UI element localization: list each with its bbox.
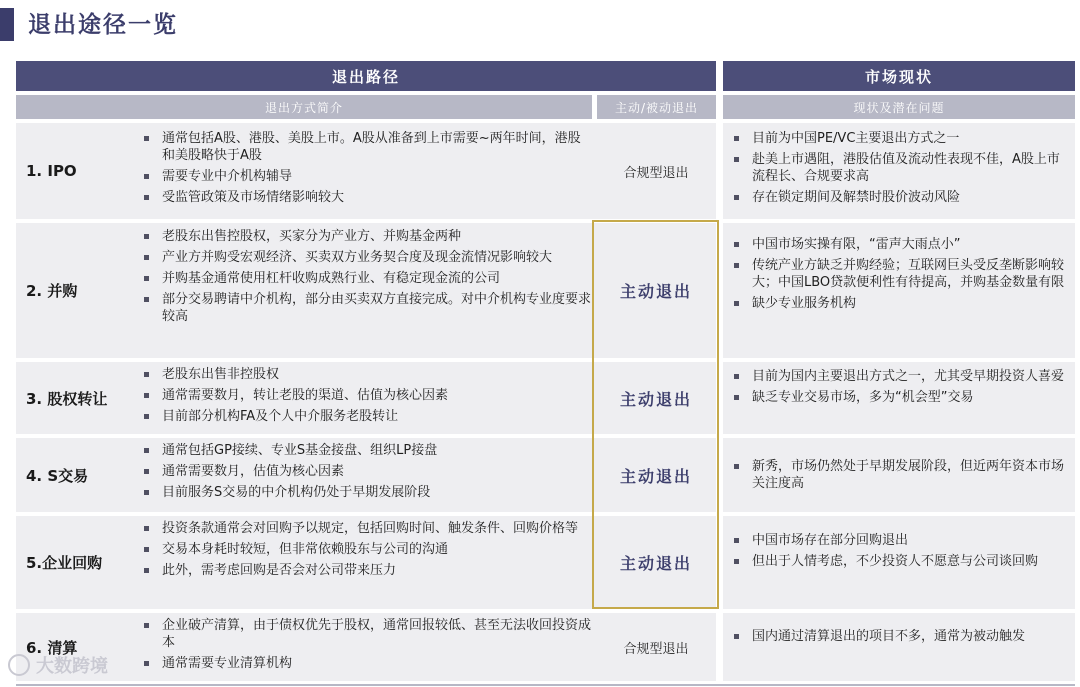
list-item: 投资条款通常会对回购予以规定，包括回购时间、触发条件、回购价格等 xyxy=(140,520,592,537)
list-item: 此外，需考虑回购是否会对公司带来压力 xyxy=(140,562,592,579)
subheader-mode: 主动/被动退出 xyxy=(597,95,716,119)
list-item: 老股东出售非控股权 xyxy=(140,366,592,383)
row-buyback-bullets xyxy=(140,520,592,583)
list-item: 需要专业中介机构辅导 xyxy=(140,168,592,185)
row-ma-status xyxy=(730,236,1070,316)
watermark-logo-icon xyxy=(8,654,30,676)
list-item: 赴美上市遇阻，港股估值及流动性表现不佳，A股上市流程长、合规要求高 xyxy=(730,151,1070,185)
row-liquidation-status xyxy=(730,628,1070,649)
bottom-divider xyxy=(16,684,1075,686)
list-item: 通常需要专业清算机构 xyxy=(140,655,592,672)
row-s-mode: 主动退出 xyxy=(619,466,692,486)
row-label-liquidation: 6. 清算 xyxy=(26,638,78,657)
row-ipo-status xyxy=(730,130,1070,210)
title-accent-bar xyxy=(0,8,14,41)
list-item: 通常需要数月，估值为核心因素 xyxy=(140,463,592,480)
row-buyback-mode: 主动退出 xyxy=(619,554,692,573)
list-item: 并购基金通常使用杠杆收购成熟行业、有稳定现金流的公司 xyxy=(140,270,592,287)
list-item: 老股东出售控股权，买家分为产业方、并购基金两种 xyxy=(140,228,592,245)
list-item: 目前服务S交易的中介机构仍处于早期发展阶段 xyxy=(140,484,592,501)
row-s-bullets xyxy=(140,442,592,505)
list-item: 中国市场实操有限，“雷声大雨点小” xyxy=(730,236,1070,253)
row-ma-bullets xyxy=(140,228,592,329)
row-ma-mode: 主动退出 xyxy=(619,282,692,301)
row-s-status xyxy=(730,458,1070,496)
list-item: 中国市场存在部分回购退出 xyxy=(730,532,1070,549)
list-item: 通常需要数月，转让老股的渠道、估值为核心因素 xyxy=(140,387,592,404)
row-ipo-bullets xyxy=(140,130,592,210)
row-transfer-bullets xyxy=(140,366,592,429)
list-item: 但出于人情考虑，不少投资人不愿意与公司谈回购 xyxy=(730,553,1070,570)
row-liquidation-mode: 合规型退出 xyxy=(623,641,689,657)
list-item: 缺少专业服务机构 xyxy=(730,295,1070,312)
row-transfer-status xyxy=(730,368,1070,410)
watermark xyxy=(8,652,108,678)
list-item: 受监管政策及市场情绪影响较大 xyxy=(140,189,592,206)
row-transfer-mode: 主动退出 xyxy=(619,389,692,409)
list-item: 通常包括A股、港股、美股上市。A股从准备到上市需要~两年时间，港股和美股略快于A股 xyxy=(140,130,592,164)
row-label-transfer: 3. 股权转让 xyxy=(26,389,108,408)
row-buyback-status xyxy=(730,532,1070,574)
list-item: 目前部分机构FA及个人中介服务老股转让 xyxy=(140,408,592,425)
page-title: 退出途径一览 xyxy=(28,12,178,38)
list-item: 通常包括GP接续、专业S基金接盘、组织LP接盘 xyxy=(140,442,592,459)
list-item: 部分交易聘请中介机构，部分由买卖双方直接完成。对中介机构专业度要求较高 xyxy=(140,291,592,325)
list-item: 目前为中国PE/VC主要退出方式之一 xyxy=(730,130,1070,147)
list-item: 产业方并购受宏观经济、买卖双方业务契合度及现金流情况影响较大 xyxy=(140,249,592,266)
list-item: 目前为国内主要退出方式之一，尤其受早期投资人喜爱 xyxy=(730,368,1070,385)
list-item: 交易本身耗时较短，但非常依赖股东与公司的沟通 xyxy=(140,541,592,558)
row-label-buyback: 5.企业回购 xyxy=(26,554,103,572)
list-item: 存在锁定期间及解禁时股价波动风险 xyxy=(730,189,1070,206)
list-item: 国内通过清算退出的项目不多，通常为被动触发 xyxy=(730,628,1070,645)
header-market-status: 市场现状 xyxy=(723,61,1075,91)
list-item: 缺乏专业交易市场，多为“机会型”交易 xyxy=(730,389,1070,406)
active-exit-highlight-box xyxy=(592,220,719,609)
subheader-intro: 退出方式简介 xyxy=(16,95,592,119)
row-label-s: 4. S交易 xyxy=(26,466,89,485)
row-ipo-mode: 合规型退出 xyxy=(623,165,689,181)
subheader-status: 现状及潜在问题 xyxy=(723,95,1075,119)
row-label-ipo: 1. IPO xyxy=(26,162,77,180)
watermark-text: 大数跨境 xyxy=(36,656,108,677)
list-item: 新秀，市场仍然处于早期发展阶段，但近两年资本市场关注度高 xyxy=(730,458,1070,492)
list-item: 企业破产清算，由于债权优先于股权，通常回报较低、甚至无法收回投资成本 xyxy=(140,617,592,651)
row-label-ma: 2. 并购 xyxy=(26,282,78,300)
row-liquidation-bullets xyxy=(140,617,592,676)
list-item: 传统产业方缺乏并购经验；互联网巨头受反垄断影响较大；中国LBO贷款便利性有待提高，并购基金数量有限 xyxy=(730,257,1070,291)
header-exit-path: 退出路径 xyxy=(16,61,716,91)
